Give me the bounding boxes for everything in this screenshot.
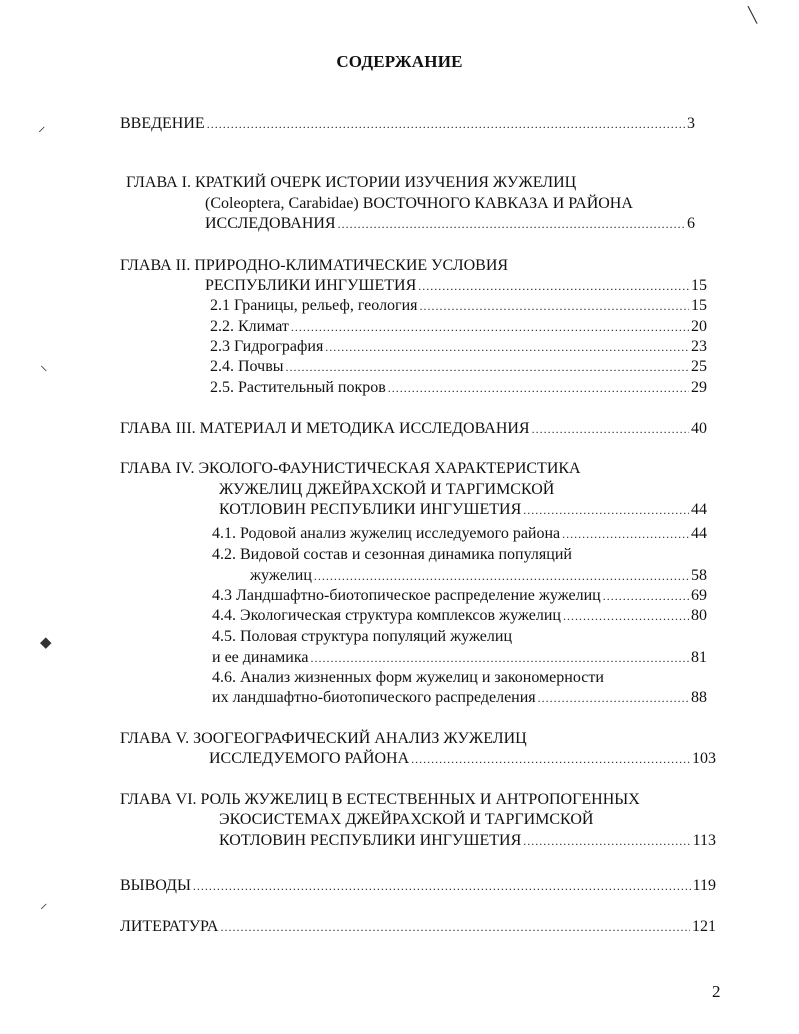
- toc-section-2-4: [210, 357, 707, 377]
- dot-leader: [420, 296, 689, 316]
- toc-entry-text: 4.3 Ландшафтно-биотопическое распределение жужелиц: [212, 587, 601, 604]
- toc-chapter-5-line1: ГЛАВА V. ЗООГЕОГРАФИЧЕСКИЙ АНАЛИЗ ЖУЖЕЛИЦ: [120, 730, 527, 747]
- toc-chapter-4-line2: ЖУЖЕЛИЦ ДЖЕЙРАХСКОЙ И ТАРГИМСКОЙ: [219, 481, 555, 498]
- toc-chapter-4-line1: ГЛАВА IV. ЭКОЛОГО-ФАУНИСТИЧЕСКАЯ ХАРАКТЕРИСТИКА: [120, 460, 581, 477]
- toc-section-4-2-line1: 4.2. Видовой состав и сезонная динамика популяций: [212, 546, 572, 563]
- dot-leader: [418, 276, 689, 296]
- toc-entry-text: ИССЛЕДОВАНИЯ: [205, 215, 336, 232]
- toc-page-number: 44: [691, 525, 707, 542]
- toc-section-4-4: [212, 606, 707, 626]
- toc-entry-text: 4.4. Экологическая структура комплексов жужелиц: [212, 607, 561, 624]
- toc-section-4-1: [212, 524, 707, 544]
- toc-entry-text: КОТЛОВИН РЕСПУБЛИКИ ИНГУШЕТИЯ: [219, 501, 522, 518]
- dot-leader: [338, 214, 685, 234]
- dot-leader: [388, 378, 689, 398]
- dot-leader: [314, 566, 689, 586]
- dot-leader: [562, 524, 689, 544]
- toc-page-number: 29: [691, 379, 707, 396]
- toc-page-number: 58: [691, 567, 707, 584]
- toc-page-number: 20: [691, 318, 707, 335]
- dot-leader: [220, 917, 690, 937]
- toc-chapter-1-line1: ГЛАВА I. КРАТКИЙ ОЧЕРК ИСТОРИИ ИЗУЧЕНИЯ ЖУЖЕЛИЦ: [126, 174, 577, 191]
- scan-mark: ⸝: [38, 119, 46, 135]
- toc-section-4-5-line2: [212, 648, 707, 668]
- toc-entry-text: ВВЕДЕНИЕ: [120, 115, 205, 132]
- dot-leader: [538, 688, 689, 708]
- toc-section-4-5-line1: 4.5. Половая структура популяций жужелиц: [212, 628, 513, 645]
- toc-page-number: 6: [687, 215, 695, 232]
- toc-section-4-3: [212, 586, 707, 606]
- toc-page-number: 40: [691, 420, 707, 437]
- dot-leader: [325, 337, 689, 357]
- toc-page-number: 23: [691, 338, 707, 355]
- toc-entry-text: 2.2. Климат: [210, 318, 289, 335]
- toc-chapter-2-line2: [205, 276, 707, 296]
- dot-leader: [523, 500, 689, 520]
- toc-entry-text: 2.3 Гидрография: [210, 338, 324, 355]
- toc-page-number: 119: [692, 877, 716, 894]
- toc-entry-literature: [120, 917, 716, 937]
- toc-entry-text: 2.5. Растительный покров: [210, 379, 386, 396]
- dot-leader: [563, 606, 689, 626]
- toc-chapter-2-line1: ГЛАВА II. ПРИРОДНО-КЛИМАТИЧЕСКИЕ УСЛОВИЯ: [120, 257, 509, 274]
- toc-section-2-3: [210, 337, 707, 357]
- toc-entry-text: ЛИТЕРАТУРА: [120, 918, 219, 935]
- toc-page-number: 113: [692, 832, 716, 849]
- toc-page-number: 69: [691, 587, 707, 604]
- toc-entry-text: ВЫВОДЫ: [120, 877, 191, 894]
- toc-entry-text: РЕСПУБЛИКИ ИНГУШЕТИЯ: [205, 277, 417, 294]
- dot-leader: [291, 317, 689, 337]
- toc-section-2-1: [210, 296, 707, 316]
- toc-page-number: 88: [691, 689, 707, 706]
- toc-page-number: 121: [692, 918, 716, 935]
- dot-leader: [207, 114, 685, 134]
- toc-section-4-2-line2: [250, 566, 707, 586]
- toc-entry-conclusions: [120, 876, 716, 896]
- page-number: 2: [712, 982, 721, 1001]
- scan-mark: ╲: [748, 8, 758, 24]
- toc-section-2-2: [210, 317, 707, 337]
- toc-entry-intro: [120, 114, 695, 134]
- toc-page-number: 44: [691, 501, 707, 518]
- toc-page-number: 25: [691, 358, 707, 375]
- toc-section-4-6-line1: 4.6. Анализ жизненных форм жужелиц и закономерности: [212, 669, 604, 686]
- toc-entry-text: ИССЛЕДУЕМОГО РАЙОНА: [209, 750, 410, 767]
- toc-entry-text: 4.1. Родовой анализ жужелиц исследуемого района: [212, 525, 561, 542]
- page-title: СОДЕРЖАНИЕ: [336, 52, 463, 71]
- toc-chapter-4-line3: [219, 500, 707, 520]
- toc-entry-text: КОТЛОВИН РЕСПУБЛИКИ ИНГУШЕТИЯ: [219, 832, 522, 849]
- toc-section-2-5: [210, 378, 707, 398]
- dot-leader: [411, 749, 690, 769]
- scan-mark: ◆: [40, 635, 52, 651]
- dot-leader: [286, 357, 690, 377]
- toc-page-number: 103: [692, 750, 716, 767]
- toc-entry-text: жужелиц: [250, 567, 312, 584]
- toc-chapter-6-line3: [219, 831, 716, 851]
- scan-mark: ⸜: [40, 358, 48, 374]
- toc-chapter-6-line1: ГЛАВА VI. РОЛЬ ЖУЖЕЛИЦ В ЕСТЕСТВЕННЫХ И АНТРОПОГЕННЫХ: [120, 791, 640, 808]
- toc-chapter-3: [120, 419, 707, 439]
- toc-chapter-6-line2: ЭКОСИСТЕМАХ ДЖЕЙРАХСКОЙ И ТАРГИМСКОЙ: [219, 811, 594, 828]
- toc-page-number: 15: [691, 277, 707, 294]
- toc-entry-text: их ландшафтно-биотопического распределения: [212, 689, 536, 706]
- scan-mark: ⸝: [40, 896, 48, 912]
- toc-page-number: 15: [691, 297, 707, 314]
- toc-page-number: 80: [691, 607, 707, 624]
- dot-leader: [523, 831, 690, 851]
- toc-entry-text: 2.4. Почвы: [210, 358, 284, 375]
- toc-chapter-1-line2: (Coleoptera, Carabidae) ВОСТОЧНОГО КАВКАЗА И РАЙОНА: [205, 195, 633, 212]
- toc-chapter-1-line3: [205, 214, 695, 234]
- toc-page-number: 3: [687, 115, 695, 132]
- toc-entry-text: ГЛАВА III. МАТЕРИАЛ И МЕТОДИКА ИССЛЕДОВАНИЯ: [120, 420, 530, 437]
- dot-leader: [193, 876, 691, 896]
- dot-leader: [532, 419, 689, 439]
- toc-entry-text: и ее динамика: [212, 649, 309, 666]
- toc-page-number: 81: [691, 649, 707, 666]
- dot-leader: [603, 586, 689, 606]
- toc-chapter-5-line2: [209, 749, 716, 769]
- dot-leader: [310, 648, 689, 668]
- toc-entry-text: 2.1 Границы, рельеф, геология: [210, 297, 418, 314]
- toc-section-4-6-line2: [212, 688, 707, 708]
